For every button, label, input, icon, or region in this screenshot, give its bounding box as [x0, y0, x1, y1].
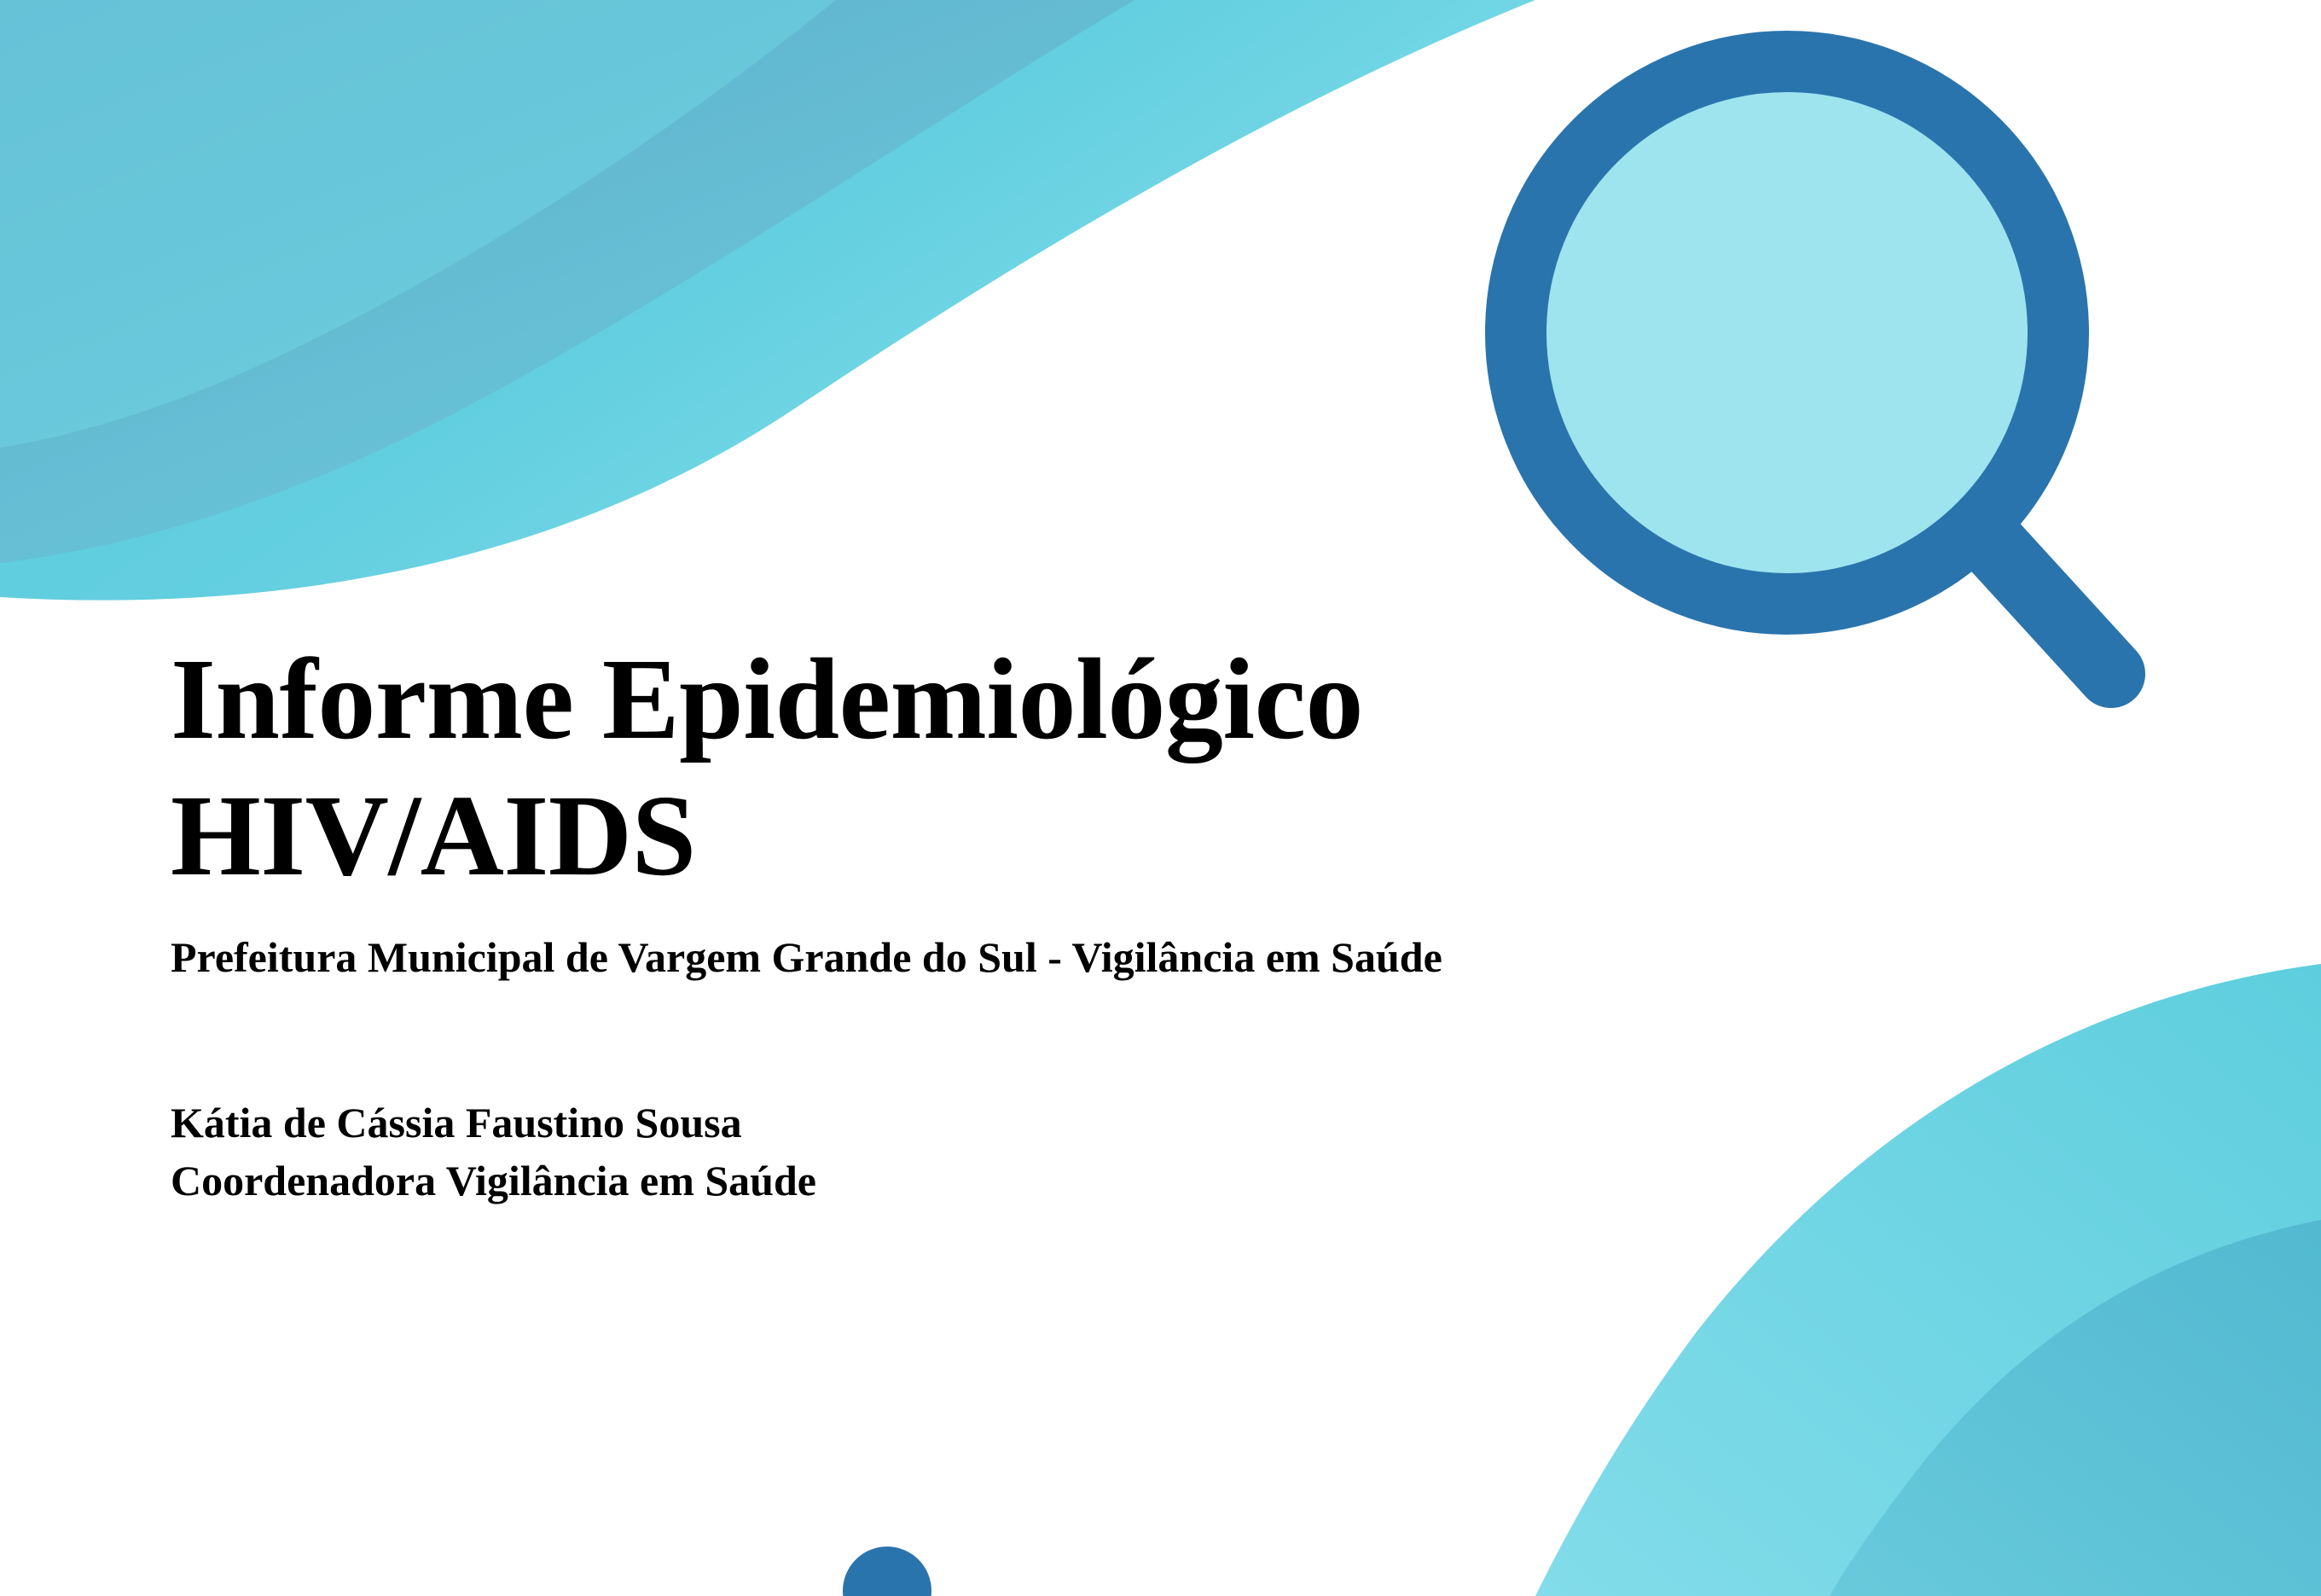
magnifying-glass-icon [1480, 26, 2188, 734]
author-block [171, 1094, 2047, 1210]
title-text-block [171, 631, 2047, 1210]
page-title-line-2: HIV/AIDS [171, 772, 696, 901]
page-title-line-1: Informe Epidemiológico [171, 635, 1364, 763]
magnifying-glass-svg [1480, 26, 2188, 734]
wave-top-highlight [0, 0, 836, 448]
author-name: Kátia de Cássia Faustino Sousa [171, 1099, 742, 1147]
wave-top-deep [0, 0, 1134, 563]
author-role: Coordenadora Vigilância em Saúde [171, 1156, 816, 1204]
page-subtitle: Prefeitura Municipal de Vargem Grande do Sul - Vigilância em Saúde [171, 932, 1442, 981]
wave-top-light [0, 0, 1535, 601]
decorative-dot [843, 1547, 931, 1596]
wave-bottom-deep [1830, 1220, 2321, 1596]
